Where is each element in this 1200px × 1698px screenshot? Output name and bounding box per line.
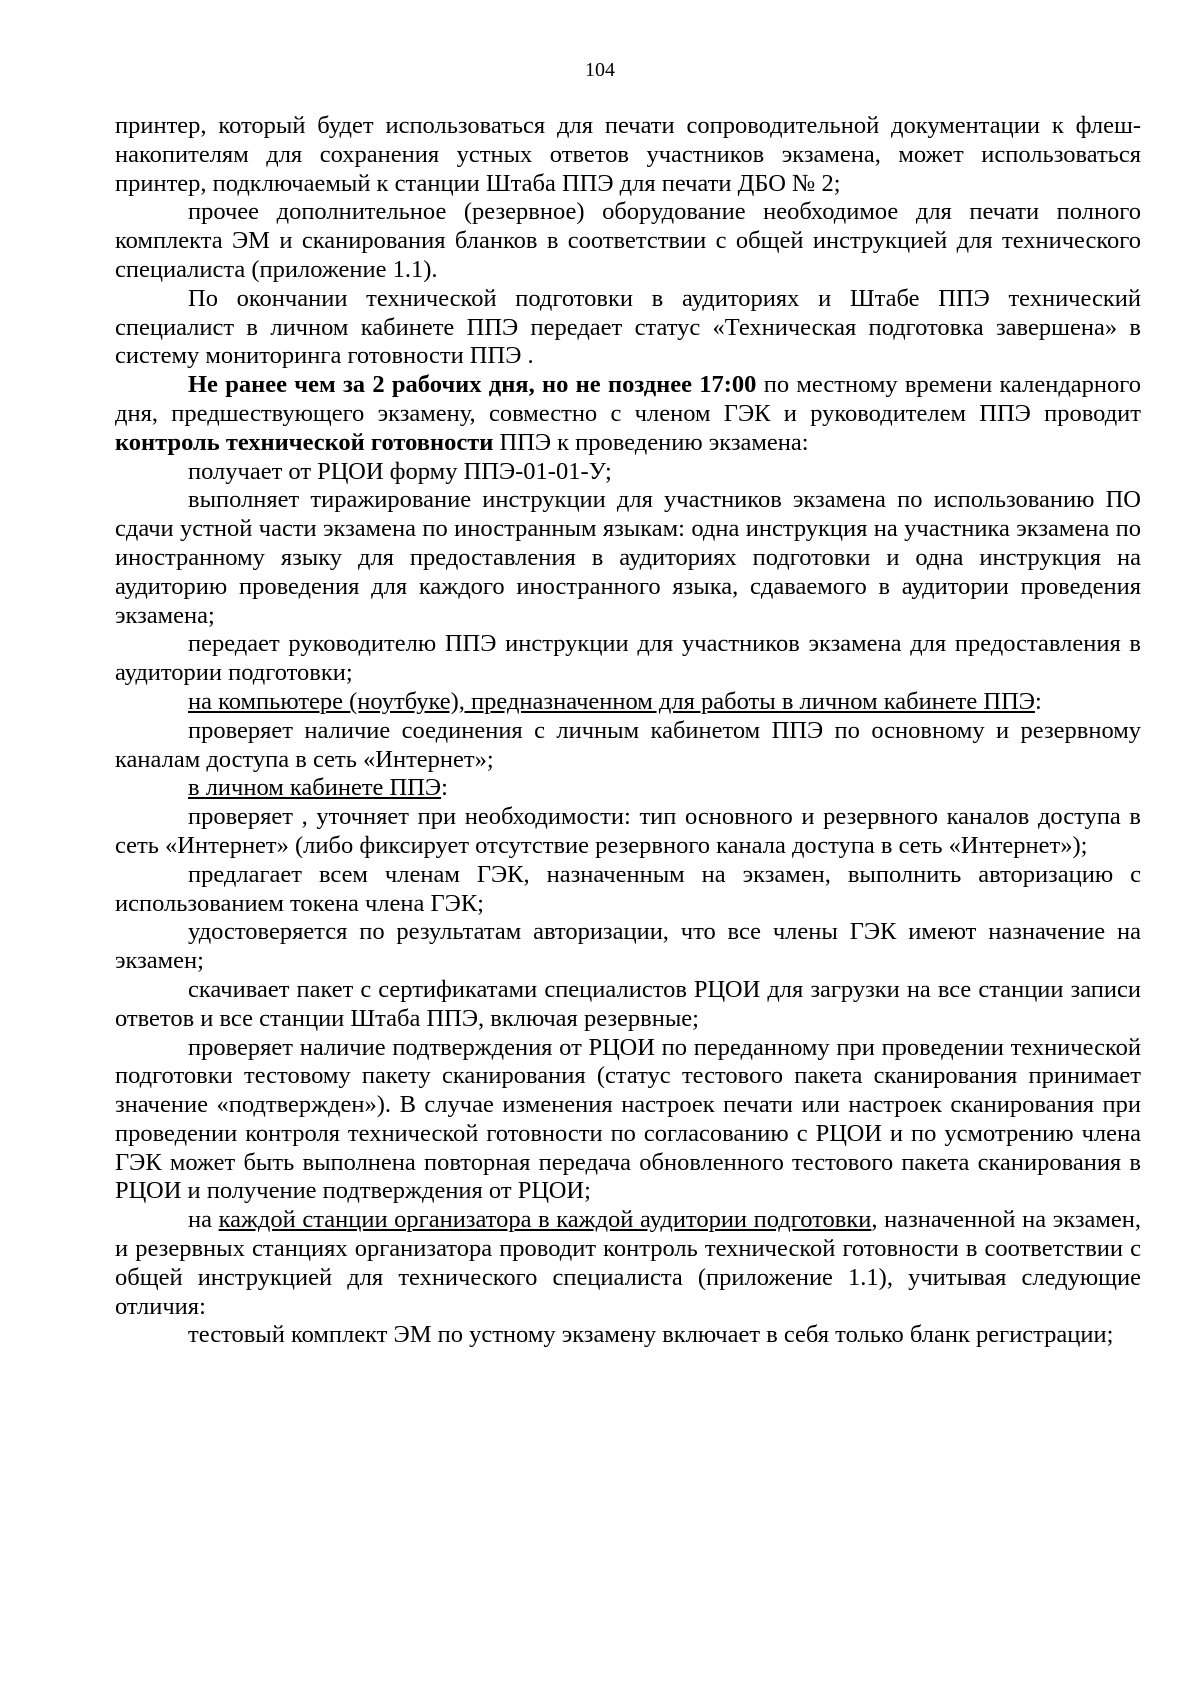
paragraph	[115, 458, 1141, 487]
paragraph	[115, 198, 1141, 284]
document-body	[115, 112, 1141, 1350]
text-run: удостоверяется по результатам авторизации, что все члены ГЭК имеют назначение на экзамен;	[115, 918, 1141, 975]
underlined-text: каждой станции организатора в каждой аудитории подготовки	[218, 1206, 872, 1234]
paragraph	[115, 112, 1141, 198]
page-number: 104	[585, 59, 615, 81]
paragraph	[115, 1206, 1141, 1321]
text-run: передает руководителю ППЭ инструкции для участников экзамена для предоставления в аудитории подготовки;	[115, 630, 1141, 687]
text-run: проверяет , уточняет при необходимости: тип основного и резервного каналов доступа в сеть «Интернет» (либо фиксирует отсутствие резервного канала доступа в сеть «Интернет»);	[115, 803, 1141, 859]
text-run: , назначенной на экзамен, и резервных станциях организатора проводит контроль технической готовности в соответствии с общей инструкцией для технического специалиста (приложение 1.1), учитывая следующие отличия:	[115, 1206, 1141, 1320]
text-run: :	[441, 774, 448, 802]
text-run: проверяет наличие подтверждения от РЦОИ по переданному при проведении технической подготовки тестовому пакету сканирования (статус тестового пакета сканирования принимает значение «подтвержден»). В случае изменения настроек печати или настроек сканирования при проведении контроля технической готовности по согласованию с РЦОИ и по усмотрению члена ГЭК может быть выполнена повторная передача обновленного тестового пакета сканирования в РЦОИ и получение подтверждения от РЦОИ;	[115, 1033, 1141, 1205]
paragraph	[115, 976, 1141, 1034]
paragraph	[115, 630, 1141, 688]
text-run: выполняет тиражирование инструкции для участников экзамена по использованию ПО сдачи устной части экзамена по иностранным языкам: одна инструкция на участника экзамена по иностранному языку для предоставления в аудиториях подготовки и одна инструкция на аудиторию проведения для каждого иностранного языка, сдаваемого в аудитории проведения экзамена;	[115, 486, 1141, 629]
bold-text: контроль технической готовности	[115, 428, 494, 456]
text-run: предлагает всем членам ГЭК, назначенным на экзамен, выполнить авторизацию с использованием токена члена ГЭК;	[115, 860, 1141, 917]
text-run: на	[188, 1206, 219, 1234]
bold-text: Не ранее чем за 2 рабочих дня, но не позднее 17:00	[188, 371, 757, 399]
text-run: тестовый комплект ЭМ по устному экзамену включает в себя только бланк регистрации;	[188, 1321, 1114, 1349]
text-run: принтер, который будет использоваться для печати сопроводительной документации к флеш-накопителям для сохранения устных ответов участников экзамена, может использоваться принтер, подключаемый к станции Штаба ППЭ для печати ДБО № 2;	[115, 112, 1141, 197]
paragraph	[115, 803, 1141, 861]
paragraph	[115, 918, 1141, 976]
underlined-text: на компьютере (ноутбуке), предназначенном для работы в личном кабинете ППЭ	[188, 687, 1035, 715]
paragraph	[115, 1034, 1141, 1207]
paragraph	[115, 688, 1141, 717]
paragraph	[115, 285, 1141, 371]
paragraph	[115, 371, 1141, 457]
paragraph	[115, 486, 1141, 630]
paragraph	[115, 1321, 1141, 1350]
paragraph	[115, 774, 1141, 803]
text-run: :	[1034, 687, 1042, 715]
text-run: По окончании технической подготовки в аудиториях и Штабе ППЭ технический специалист в личном кабинете ППЭ передает статус «Техническая подготовка завершена» в систему мониторинга готовности ППЭ .	[115, 284, 1141, 370]
text-run: проверяет наличие соединения с личным кабинетом ППЭ по основному и резервному каналам доступа в сеть «Интернет»;	[115, 716, 1141, 773]
text-run: по местному времени календарного дня, предшествующего экзамену, совместно с членом ГЭК и руководителем ППЭ проводит	[115, 371, 1141, 427]
text-run: ППЭ к проведению экзамена:	[493, 428, 809, 456]
text-run: прочее дополнительное (резервное) оборудование необходимое для печати полного комплекта ЭМ и сканирования бланков в соответствии с общей инструкцией для технического специалиста (приложение 1.1).	[115, 198, 1141, 283]
paragraph	[115, 861, 1141, 919]
text-run: получает от РЦОИ форму ППЭ-01-01-У;	[188, 457, 612, 485]
paragraph	[115, 717, 1141, 775]
text-run: скачивает пакет с сертификатами специалистов РЦОИ для загрузки на все станции записи ответов и все станции Штаба ППЭ, включая резервные;	[115, 975, 1141, 1032]
underlined-text: в личном кабинете ППЭ	[188, 774, 442, 802]
